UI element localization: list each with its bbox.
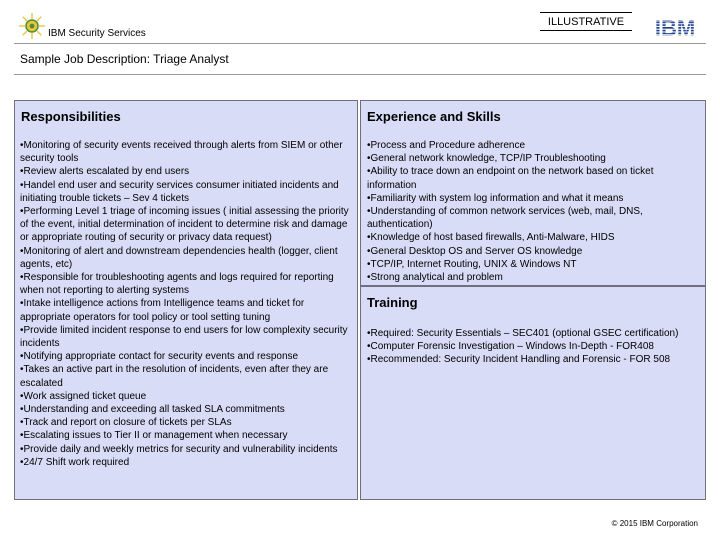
list-item: • Track and report on closure of tickets per SLAs (20, 416, 356, 429)
list-item: • Understanding of common network services (web, mail, DNS, authentication) (367, 205, 697, 231)
list-item: • Strong analytical and problem (367, 271, 697, 284)
list-item: • Provide daily and weekly metrics for security and vulnerability incidents (20, 443, 356, 456)
list-item: • Responsible for troubleshooting agents and logs required for reporting when not reporting to alerting systems (20, 271, 356, 297)
training-heading: Training (367, 295, 418, 310)
list-item: • Knowledge of host based firewalls, Anti-Malware, HIDS (367, 231, 697, 244)
copyright-footer: © 2015 IBM Corporation (611, 519, 698, 528)
header-rule (14, 43, 706, 44)
list-item: • General Desktop OS and Server OS knowledge (367, 245, 697, 258)
list-item: • Recommended: Security Incident Handling and Forensic - FOR 508 (367, 353, 697, 366)
training-list (367, 327, 697, 367)
training-panel (360, 286, 706, 500)
list-item: • Intake intelligence actions from Intelligence teams and ticket for appropriate operators for tool policy or tool setting tuning (20, 297, 356, 323)
list-item: • Notifying appropriate contact for security events and response (20, 350, 356, 363)
experience-heading: Experience and Skills (367, 109, 501, 124)
security-sunburst-icon (18, 12, 46, 40)
brand-text: IBM Security Services (48, 28, 146, 39)
responsibilities-list (20, 139, 356, 469)
list-item: • Monitoring of alert and downstream dependencies health (logger, client agents, etc) (20, 245, 356, 271)
list-item: • Understanding and exceeding all tasked SLA commitments (20, 403, 356, 416)
responsibilities-heading: Responsibilities (21, 109, 121, 124)
list-item: • 24/7 Shift work required (20, 456, 356, 469)
list-item: • Escalating issues to Tier II or management when necessary (20, 429, 356, 442)
list-item: • Ability to trace down an endpoint on the network based on ticket information (367, 165, 697, 191)
list-item: • TCP/IP, Internet Routing, UNIX & Windows NT (367, 258, 697, 271)
responsibilities-panel (14, 100, 358, 500)
list-item: • Monitoring of security events received through alerts from SIEM or other security tools (20, 139, 356, 165)
list-item: • Takes an active part in the resolution of incidents, even after they are escalated (20, 363, 356, 389)
ibm-logo-icon (651, 16, 699, 38)
list-item: • Handel end user and security services consumer initiated incidents and initiating trouble tickets – Sev 4 tickets (20, 179, 356, 205)
page-subtitle: Sample Job Description: Triage Analyst (20, 52, 229, 66)
list-item: • Process and Procedure adherence (367, 139, 697, 152)
experience-panel (360, 100, 706, 286)
list-item: • Provide limited incident response to end users for low complexity security incidents (20, 324, 356, 350)
list-item: • Computer Forensic Investigation – Windows In-Depth - FOR408 (367, 340, 697, 353)
list-item: • Familiarity with system log information and what it means (367, 192, 697, 205)
svg-text:IBM: IBM (654, 16, 696, 38)
list-item: • Performing Level 1 triage of incoming issues ( initial assessing the priority of the event, initial determination of incident to determine risk and damage or appropriate routing of security or privacy data request) (20, 205, 356, 245)
list-item: • Work assigned ticket queue (20, 390, 356, 403)
list-item: • Required: Security Essentials – SEC401 (optional GSEC certification) (367, 327, 697, 340)
subtitle-rule (14, 74, 706, 75)
list-item: • Review alerts escalated by end users (20, 165, 356, 178)
experience-list (367, 139, 697, 284)
illustrative-stamp: ILLUSTRATIVE (540, 12, 632, 31)
list-item: • General network knowledge, TCP/IP Troubleshooting (367, 152, 697, 165)
